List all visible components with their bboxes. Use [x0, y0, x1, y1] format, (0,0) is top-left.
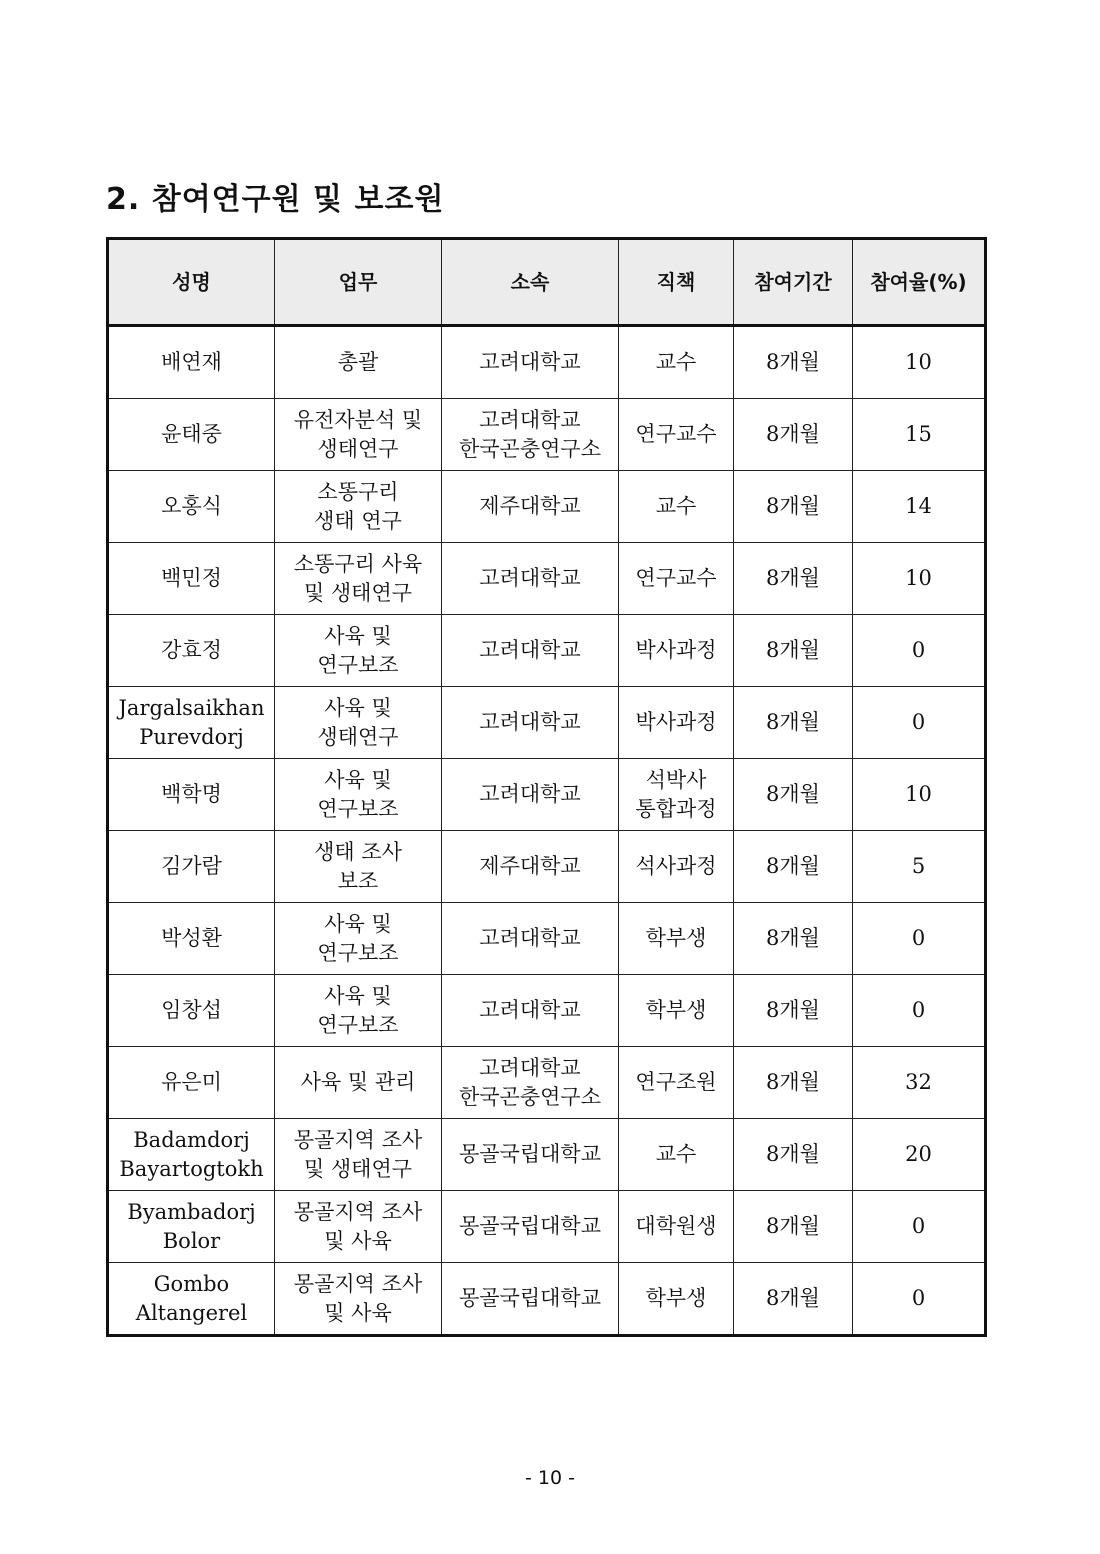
- position-cell: [619, 543, 734, 615]
- cell-text: Byambadorj Bolor: [127, 1199, 256, 1253]
- affiliation-cell: [442, 615, 619, 687]
- table-row: [108, 1263, 986, 1336]
- affiliation-cell: [442, 975, 619, 1047]
- period-cell: [734, 1047, 853, 1119]
- position-cell: [619, 1047, 734, 1119]
- table-row: [108, 543, 986, 615]
- task-cell: [275, 687, 442, 759]
- cell-text: 8개월: [766, 854, 820, 878]
- cell-text: 오홍식: [161, 494, 222, 518]
- name-cell: [108, 1263, 275, 1336]
- rate-cell: [853, 326, 986, 399]
- cell-text: 10: [905, 350, 932, 374]
- name-cell: [108, 1047, 275, 1119]
- task-cell: [275, 831, 442, 903]
- cell-text: 학부생: [645, 1286, 707, 1310]
- cell-text: 몽골국립대학교: [458, 1142, 601, 1166]
- task-cell: [275, 1263, 442, 1336]
- affiliation-cell: [442, 326, 619, 399]
- name-cell: [108, 543, 275, 615]
- period-cell: [734, 1191, 853, 1263]
- table-row: [108, 1191, 986, 1263]
- position-cell: [619, 687, 734, 759]
- cell-text: 백학명: [161, 782, 222, 806]
- cell-text: 생태 조사 보조: [314, 839, 402, 893]
- cell-text: 8개월: [766, 350, 820, 374]
- affiliation-cell: [442, 759, 619, 831]
- name-cell: [108, 1119, 275, 1191]
- task-cell: [275, 759, 442, 831]
- header-name: 성명: [108, 239, 275, 326]
- cell-text: 32: [905, 1070, 932, 1094]
- cell-text: 고려대학교: [479, 782, 581, 806]
- table-row: [108, 326, 986, 399]
- affiliation-cell: [442, 399, 619, 471]
- name-cell: [108, 1191, 275, 1263]
- cell-text: 15: [905, 422, 932, 446]
- table-row: [108, 759, 986, 831]
- cell-text: 몽골국립대학교: [458, 1214, 601, 1238]
- cell-text: Badamdorj Bayartogtokh: [119, 1127, 264, 1181]
- rate-cell: [853, 975, 986, 1047]
- cell-text: 8개월: [766, 566, 820, 590]
- task-cell: [275, 975, 442, 1047]
- name-cell: [108, 759, 275, 831]
- cell-text: 사육 및 연구보조: [317, 767, 399, 821]
- cell-text: 고려대학교 한국곤충연구소: [458, 407, 601, 461]
- cell-text: 교수: [655, 350, 697, 374]
- cell-text: 석박사 통합과정: [635, 767, 717, 821]
- position-cell: [619, 903, 734, 975]
- cell-text: 8개월: [766, 782, 820, 806]
- cell-text: 몽골국립대학교: [458, 1286, 601, 1310]
- period-cell: [734, 1263, 853, 1336]
- cell-text: 강효정: [161, 638, 222, 662]
- position-cell: [619, 399, 734, 471]
- name-cell: [108, 471, 275, 543]
- task-cell: [275, 1119, 442, 1191]
- header-affiliation: 소속: [442, 239, 619, 326]
- cell-text: 연구교수: [635, 422, 717, 446]
- cell-text: 0: [911, 926, 926, 950]
- rate-cell: [853, 1263, 986, 1336]
- table-row: [108, 471, 986, 543]
- affiliation-cell: [442, 1191, 619, 1263]
- affiliation-cell: [442, 831, 619, 903]
- table-header-row: [108, 239, 986, 326]
- cell-text: 사육 및 연구보조: [317, 983, 399, 1037]
- table-row: [108, 687, 986, 759]
- cell-text: 14: [905, 494, 932, 518]
- position-cell: [619, 1191, 734, 1263]
- cell-text: 몽골지역 조사 및 사육: [293, 1199, 423, 1253]
- cell-text: 8개월: [766, 638, 820, 662]
- position-cell: [619, 326, 734, 399]
- cell-text: 8개월: [766, 1214, 820, 1238]
- rate-cell: [853, 687, 986, 759]
- page-number: - 10 -: [525, 1467, 575, 1489]
- rate-cell: [853, 1119, 986, 1191]
- name-cell: [108, 903, 275, 975]
- rate-cell: [853, 471, 986, 543]
- cell-text: 10: [905, 782, 932, 806]
- cell-text: 석사과정: [635, 854, 717, 878]
- name-cell: [108, 831, 275, 903]
- cell-text: 김가람: [161, 854, 222, 878]
- task-cell: [275, 471, 442, 543]
- name-cell: [108, 615, 275, 687]
- cell-text: 소똥구리 사육 및 생태연구: [293, 551, 423, 605]
- rate-cell: [853, 1047, 986, 1119]
- period-cell: [734, 975, 853, 1047]
- affiliation-cell: [442, 543, 619, 615]
- cell-text: 사육 및 연구보조: [317, 623, 399, 677]
- cell-text: 0: [911, 710, 926, 734]
- cell-text: 0: [911, 998, 926, 1022]
- name-cell: [108, 399, 275, 471]
- cell-text: 8개월: [766, 710, 820, 734]
- cell-text: 총괄: [337, 350, 379, 374]
- cell-text: 고려대학교 한국곤충연구소: [458, 1055, 601, 1109]
- cell-text: 박사과정: [635, 710, 717, 734]
- task-cell: [275, 903, 442, 975]
- cell-text: 박성환: [161, 926, 222, 950]
- rate-cell: [853, 759, 986, 831]
- table-row: [108, 975, 986, 1047]
- cell-text: 학부생: [645, 926, 707, 950]
- cell-text: 5: [911, 854, 926, 878]
- period-cell: [734, 1119, 853, 1191]
- cell-text: 고려대학교: [479, 926, 581, 950]
- cell-text: 제주대학교: [479, 854, 581, 878]
- affiliation-cell: [442, 1119, 619, 1191]
- affiliation-cell: [442, 1047, 619, 1119]
- task-cell: [275, 326, 442, 399]
- cell-text: Gombo Altangerel: [135, 1271, 248, 1325]
- cell-text: 8개월: [766, 422, 820, 446]
- task-cell: [275, 1191, 442, 1263]
- position-cell: [619, 759, 734, 831]
- cell-text: 사육 및 생태연구: [317, 695, 399, 749]
- cell-text: 몽골지역 조사 및 사육: [293, 1271, 423, 1325]
- period-cell: [734, 326, 853, 399]
- rate-cell: [853, 831, 986, 903]
- cell-text: 8개월: [766, 1070, 820, 1094]
- cell-text: 백민정: [161, 566, 222, 590]
- cell-text: 교수: [655, 1142, 697, 1166]
- name-cell: [108, 326, 275, 399]
- period-cell: [734, 615, 853, 687]
- name-cell: [108, 975, 275, 1047]
- cell-text: 8개월: [766, 1142, 820, 1166]
- table-row: [108, 903, 986, 975]
- name-cell: [108, 687, 275, 759]
- cell-text: 0: [911, 1286, 926, 1310]
- cell-text: 소똥구리 생태 연구: [314, 479, 402, 533]
- cell-text: 0: [911, 638, 926, 662]
- position-cell: [619, 1119, 734, 1191]
- position-cell: [619, 471, 734, 543]
- period-cell: [734, 471, 853, 543]
- table-row: [108, 615, 986, 687]
- table-row: [108, 831, 986, 903]
- cell-text: 0: [911, 1214, 926, 1238]
- rate-cell: [853, 1191, 986, 1263]
- affiliation-cell: [442, 903, 619, 975]
- period-cell: [734, 543, 853, 615]
- cell-text: 유은미: [161, 1070, 222, 1094]
- affiliation-cell: [442, 471, 619, 543]
- cell-text: 제주대학교: [479, 494, 581, 518]
- period-cell: [734, 399, 853, 471]
- table-row: [108, 1119, 986, 1191]
- rate-cell: [853, 903, 986, 975]
- cell-text: 사육 및 연구보조: [317, 911, 399, 965]
- researcher-table: [106, 237, 987, 1337]
- period-cell: [734, 759, 853, 831]
- cell-text: 10: [905, 566, 932, 590]
- cell-text: 고려대학교: [479, 710, 581, 734]
- cell-text: 고려대학교: [479, 638, 581, 662]
- section-title: 2. 참여연구원 및 보조원: [106, 182, 445, 217]
- affiliation-cell: [442, 687, 619, 759]
- cell-text: 대학원생: [635, 1214, 717, 1238]
- period-cell: [734, 831, 853, 903]
- rate-cell: [853, 543, 986, 615]
- affiliation-cell: [442, 1263, 619, 1336]
- cell-text: 고려대학교: [479, 566, 581, 590]
- table-row: [108, 1047, 986, 1119]
- cell-text: Jargalsaikhan Purevdorj: [118, 695, 265, 749]
- position-cell: [619, 1263, 734, 1336]
- cell-text: 8개월: [766, 494, 820, 518]
- cell-text: 윤태중: [161, 422, 222, 446]
- cell-text: 8개월: [766, 998, 820, 1022]
- task-cell: [275, 543, 442, 615]
- cell-text: 8개월: [766, 926, 820, 950]
- cell-text: 사육 및 관리: [300, 1070, 416, 1094]
- cell-text: 20: [905, 1142, 932, 1166]
- position-cell: [619, 831, 734, 903]
- rate-cell: [853, 399, 986, 471]
- cell-text: 고려대학교: [479, 998, 581, 1022]
- table-row: [108, 399, 986, 471]
- cell-text: 유전자분석 및 생태연구: [293, 407, 423, 461]
- cell-text: 학부생: [645, 998, 707, 1022]
- rate-cell: [853, 615, 986, 687]
- header-task: 업무: [275, 239, 442, 326]
- cell-text: 연구교수: [635, 566, 717, 590]
- cell-text: 배연재: [161, 350, 222, 374]
- cell-text: 고려대학교: [479, 350, 581, 374]
- task-cell: [275, 1047, 442, 1119]
- cell-text: 몽골지역 조사 및 생태연구: [293, 1127, 423, 1181]
- period-cell: [734, 903, 853, 975]
- position-cell: [619, 975, 734, 1047]
- task-cell: [275, 399, 442, 471]
- cell-text: 박사과정: [635, 638, 717, 662]
- cell-text: 임창섭: [161, 998, 222, 1022]
- cell-text: 교수: [655, 494, 697, 518]
- cell-text: 연구조원: [635, 1070, 717, 1094]
- position-cell: [619, 615, 734, 687]
- task-cell: [275, 615, 442, 687]
- header-position: 직책: [619, 239, 734, 326]
- period-cell: [734, 687, 853, 759]
- table-body: [108, 326, 986, 1336]
- header-rate: 참여율(%): [853, 239, 986, 326]
- cell-text: 8개월: [766, 1286, 820, 1310]
- header-period: 참여기간: [734, 239, 853, 326]
